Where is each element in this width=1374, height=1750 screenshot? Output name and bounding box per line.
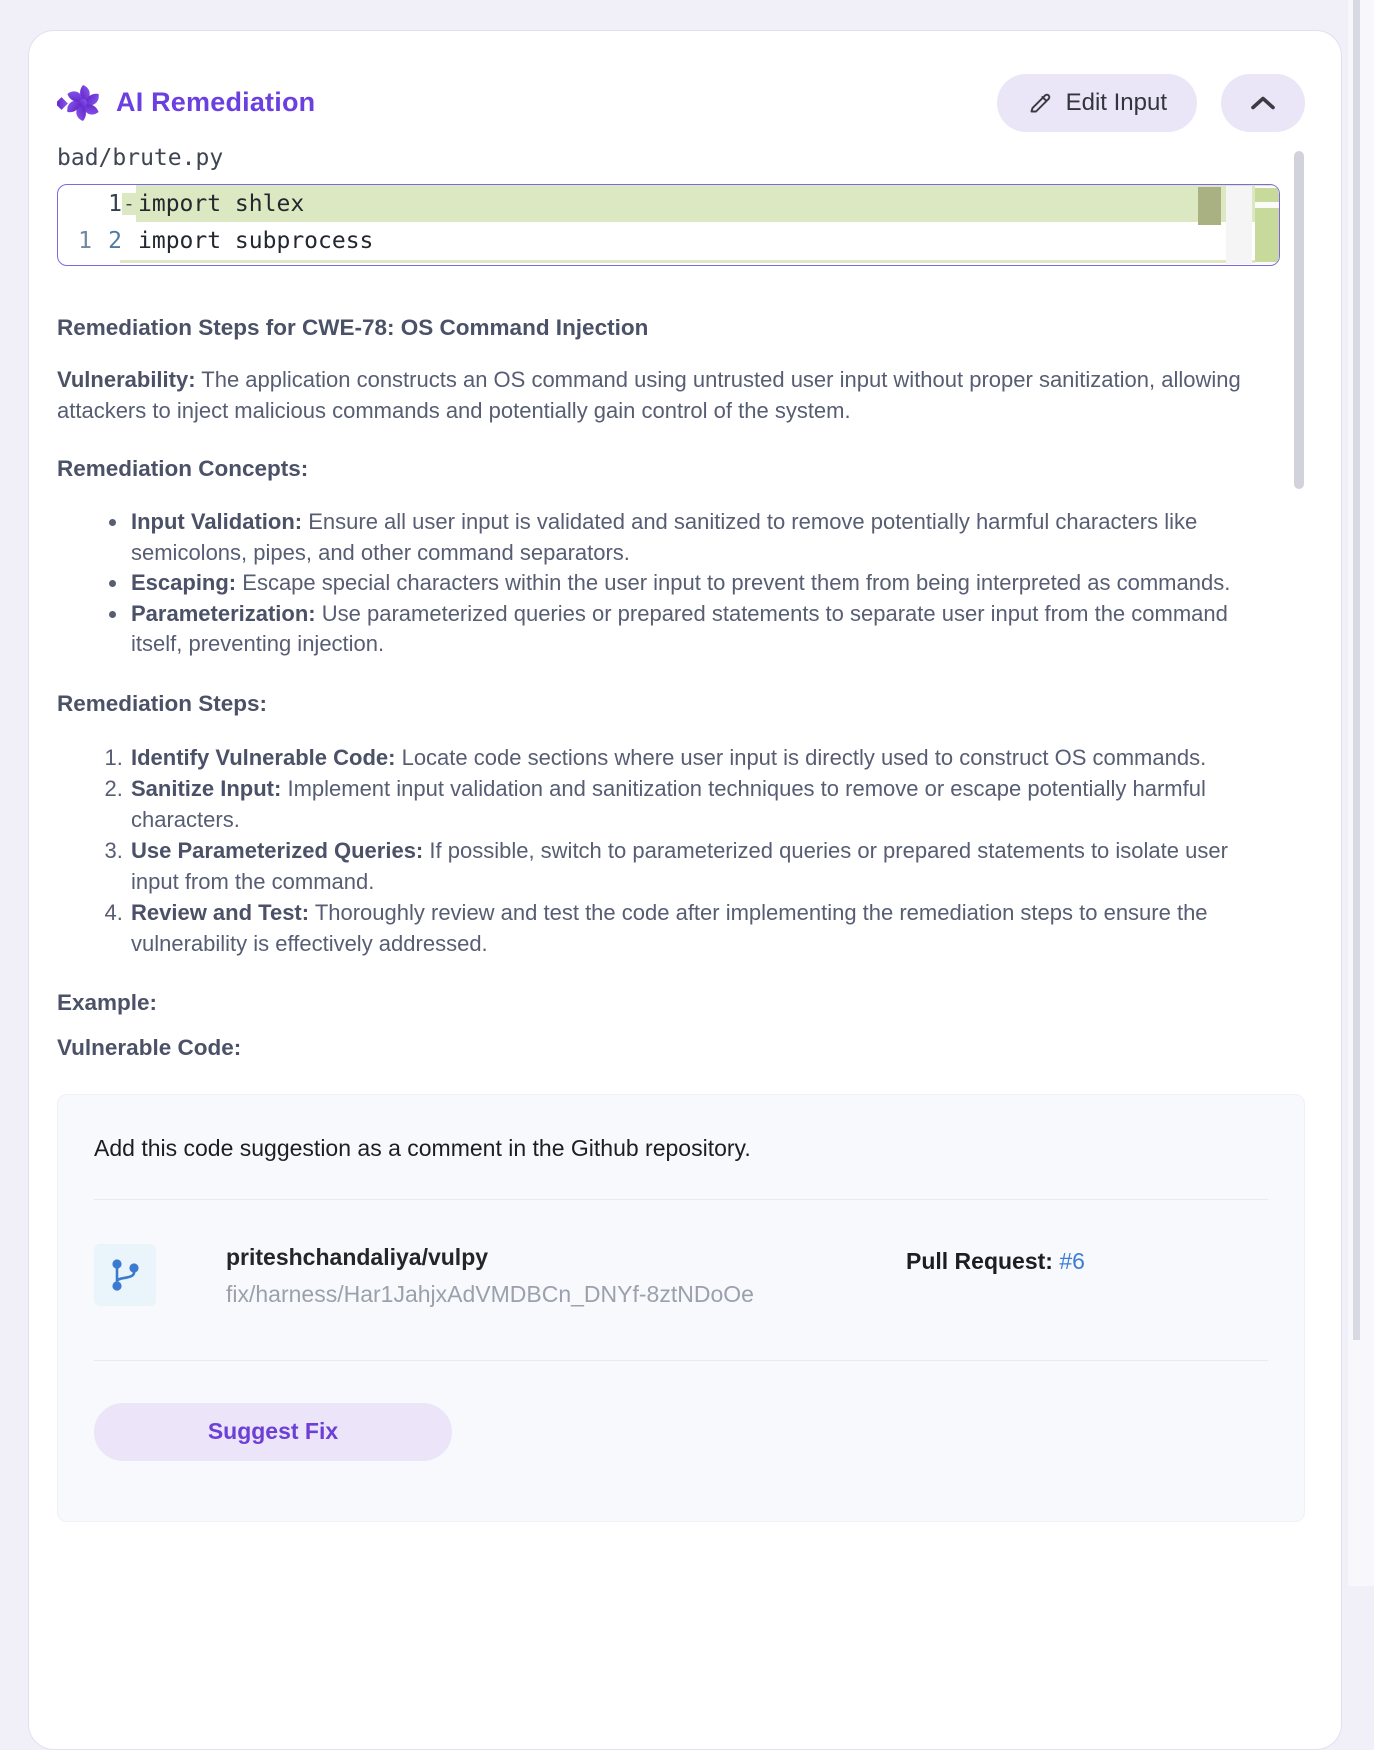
list-item xyxy=(129,507,1280,568)
brand xyxy=(57,79,315,127)
list-item xyxy=(129,773,1280,835)
ai-remediation-panel xyxy=(28,30,1342,1750)
panel-scrollbar-thumb[interactable] xyxy=(1294,151,1304,489)
chevron-up-icon xyxy=(1248,94,1278,112)
pull-request-box xyxy=(906,1244,1268,1275)
diff-scrollbar-thumb[interactable] xyxy=(1198,187,1221,225)
next-added-line-peek xyxy=(120,260,1277,263)
list-item xyxy=(129,568,1280,599)
minimap-added-region xyxy=(1255,208,1279,262)
page-title: AI Remediation xyxy=(116,87,316,117)
code-text: import subprocess xyxy=(138,227,374,254)
concept-text: Ensure all user input is validated and sanitized to remove potentially harmful characters like semicolons, pipes, and other command separators. xyxy=(131,509,1198,565)
diff-row-added xyxy=(58,185,1279,222)
vulnerability-text: The application constructs an OS command using untrusted user input without proper sanitization, allowing attackers to inject malicious commands and potentially gain control of the system. xyxy=(57,367,1241,423)
diff-marker: - xyxy=(123,192,135,215)
collapse-button[interactable] xyxy=(1221,74,1305,132)
old-line-number: 1 xyxy=(78,227,92,254)
vulnerability-paragraph xyxy=(57,364,1280,426)
repo-meta xyxy=(226,1244,906,1308)
list-item xyxy=(129,742,1280,773)
diff-scrollbar-track[interactable] xyxy=(1226,186,1252,264)
new-line-number: 2 xyxy=(108,227,122,254)
diff-row-context xyxy=(58,222,1279,259)
edit-input-label: Edit Input xyxy=(1065,88,1167,116)
step-label: Use Parameterized Queries: xyxy=(131,837,424,863)
concepts-list xyxy=(57,507,1280,660)
section-heading-cwe: Remediation Steps for CWE-78: OS Command Injection xyxy=(57,315,649,340)
repo-name: priteshchandaliya/vulpy xyxy=(226,1243,489,1270)
viewport-scrollbar[interactable] xyxy=(1348,0,1374,1586)
new-line-number: 1 xyxy=(108,190,122,217)
step-text: If possible, switch to parameterized queries or prepared statements to isolate user input from the command. xyxy=(131,837,1228,894)
section-heading-steps: Remediation Steps: xyxy=(57,690,268,716)
concept-label: Input Validation: xyxy=(131,509,303,534)
divider xyxy=(94,1199,1268,1200)
pull-request-label: Pull Request: xyxy=(906,1247,1053,1274)
diff-minimap[interactable] xyxy=(1255,186,1279,264)
suggestion-card xyxy=(57,1094,1305,1522)
concept-label: Parameterization: xyxy=(131,600,316,626)
concept-text: Use parameterized queries or prepared statements to separate user input from the command itself, preventing injection. xyxy=(131,600,1228,657)
remediation-document xyxy=(57,145,1280,1061)
step-label: Identify Vulnerable Code: xyxy=(131,744,396,770)
section-heading-concepts: Remediation Concepts: xyxy=(57,456,309,481)
section-heading-vulnerable-code: Vulnerable Code: xyxy=(57,1034,242,1060)
header-actions xyxy=(997,74,1305,132)
concept-label: Escaping: xyxy=(131,570,237,596)
steps-list xyxy=(57,742,1280,959)
suggest-fix-button[interactable]: Suggest Fix xyxy=(94,1403,452,1461)
minimap-added-region xyxy=(1255,188,1279,202)
vulnerability-label: Vulnerability: xyxy=(57,367,196,392)
viewport-scrollbar-thumb[interactable] xyxy=(1353,0,1360,1340)
step-text: Thoroughly review and test the code after implementing the remediation steps to ensure the vulnerability is effectively addressed. xyxy=(131,899,1208,956)
list-item xyxy=(129,835,1280,897)
pull-request-link[interactable]: #6 xyxy=(1059,1247,1085,1274)
pencil-icon xyxy=(1027,89,1054,116)
diff-viewer[interactable] xyxy=(57,184,1280,266)
concept-text: Escape special characters within the user input to prevent them from being interpreted as commands. xyxy=(242,570,1231,596)
step-text: Implement input validation and sanitization techniques to remove or escape potentially harmful characters. xyxy=(131,775,1206,832)
suggestion-prompt: Add this code suggestion as a comment in the Github repository. xyxy=(94,1134,751,1161)
code-text: import shlex xyxy=(136,185,1279,222)
divider xyxy=(94,1360,1268,1361)
list-item xyxy=(129,599,1280,660)
list-item xyxy=(129,897,1280,959)
ai-sparkle-flower-icon xyxy=(57,79,103,127)
code-filename: bad/brute.py xyxy=(57,145,224,171)
step-label: Review and Test: xyxy=(131,899,310,925)
panel-header xyxy=(57,73,1305,132)
section-heading-example: Example: xyxy=(57,989,158,1015)
git-branch-icon xyxy=(109,1257,141,1293)
repo-row xyxy=(94,1244,1268,1308)
step-text: Locate code sections where user input is directly used to construct OS commands. xyxy=(401,744,1207,770)
edit-input-button[interactable] xyxy=(997,74,1197,132)
repo-icon-box xyxy=(94,1244,156,1306)
step-label: Sanitize Input: xyxy=(131,775,282,801)
branch-name: fix/harness/Har1JahjxAdVMDBCn_DNYf-8ztNDoOe xyxy=(226,1280,754,1307)
